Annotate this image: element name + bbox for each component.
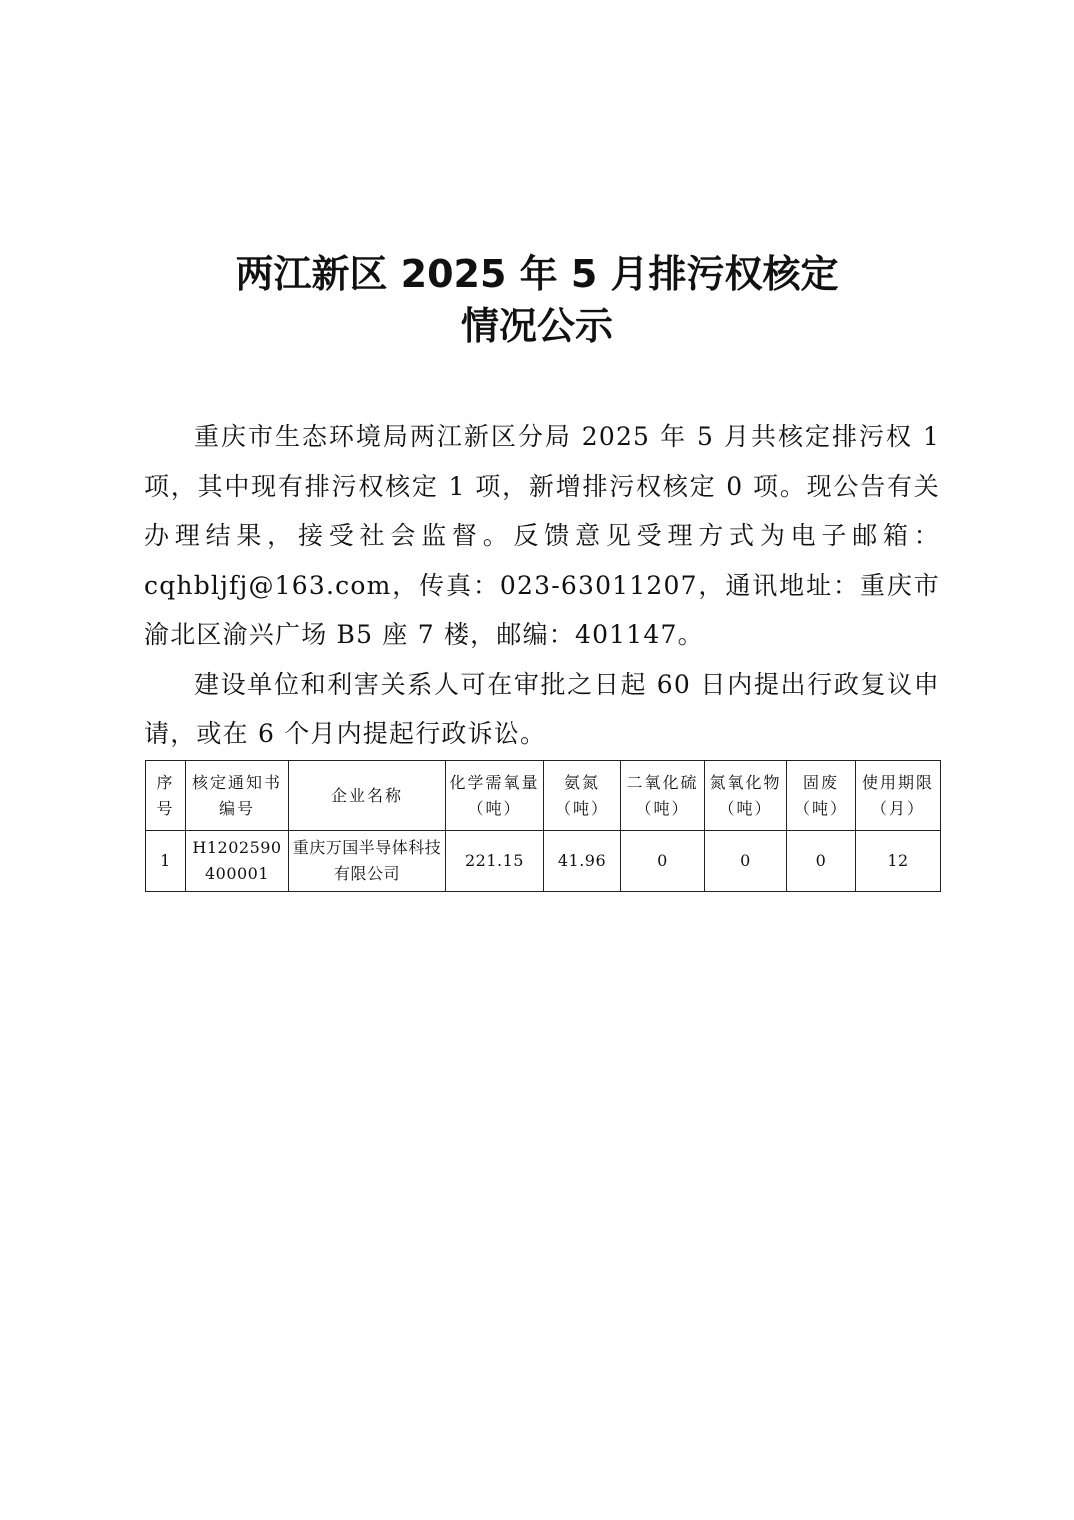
paragraph-notice: 重庆市生态环境局两江新区分局 2025 年 5 月共核定排污权 1 项，其中现有排污权核定 1 项，新增排污权核定 0 项。现公告有关办理结果，接受社会监督。反馈意见受理方式为电子邮箱：cqhbljfj@163.com，传真：023-63011207，通讯地址：重庆市渝北区渝兴广场 B5 座 7 楼，邮编：401147。 [144, 422, 940, 649]
header-so2: 二氧化硫（吨） [621, 761, 705, 831]
cell-notice-no: H1202590400001 [186, 831, 289, 892]
paragraph-appeal: 建设单位和利害关系人可在审批之日起 60 日内提出行政复议申请，或在 6 个月内提起行政诉讼。 [144, 669, 940, 748]
permit-table [145, 760, 941, 892]
header-ammonia: 氨氮（吨） [544, 761, 621, 831]
cell-company: 重庆万国半导体科技有限公司 [289, 831, 446, 892]
header-period: 使用期限（月） [856, 761, 941, 831]
header-notice-no: 核定通知书编号 [186, 761, 289, 831]
cell-period: 12 [856, 831, 941, 892]
header-seq: 序号 [146, 761, 186, 831]
cell-cod: 221.15 [446, 831, 544, 892]
document-title [0, 248, 1074, 352]
table-header-row [146, 761, 941, 831]
header-nox: 氮氧化物（吨） [705, 761, 787, 831]
header-company: 企业名称 [289, 761, 446, 831]
cell-so2: 0 [621, 831, 705, 892]
cell-nox: 0 [705, 831, 787, 892]
title-line-2: 情况公示 [460, 304, 613, 348]
document-body [144, 412, 940, 759]
cell-solid-waste: 0 [787, 831, 856, 892]
permit-table-container [145, 760, 940, 892]
cell-ammonia: 41.96 [544, 831, 621, 892]
header-cod: 化学需氧量（吨） [446, 761, 544, 831]
header-solid-waste: 固废（吨） [787, 761, 856, 831]
title-line-1: 两江新区 2025 年 5 月排污权核定 [235, 252, 839, 296]
cell-seq: 1 [146, 831, 186, 892]
table-row [146, 831, 941, 892]
